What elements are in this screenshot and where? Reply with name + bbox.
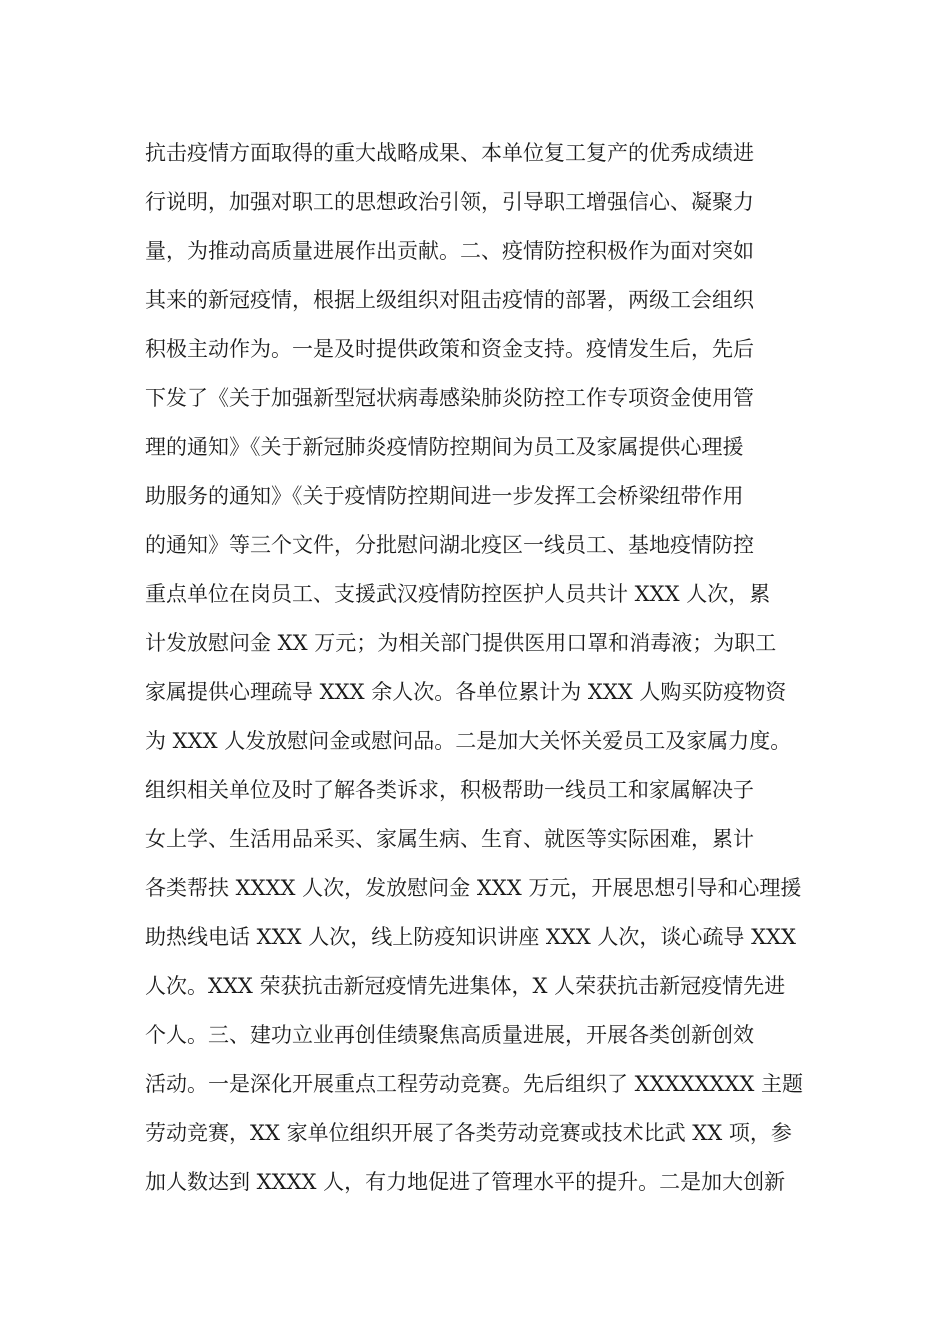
- text-line: 活动。一是深化开展重点工程劳动竞赛。先后组织了 XXXXXXXX 主题: [145, 1072, 803, 1096]
- text-line: 女上学、生活用品采买、家属生病、生育、就医等实际困难，累计: [145, 827, 754, 851]
- text-line: 组织相关单位及时了解各类诉求，积极帮助一线员工和家属解决子: [145, 778, 754, 802]
- text-line: 个人。三、建功立业再创佳绩聚焦高质量进展，开展各类创新创效: [145, 1023, 754, 1047]
- text-line: 抗击疫情方面取得的重大战略成果、本单位复工复产的优秀成绩进: [145, 141, 754, 165]
- text-line: 劳动竞赛，XX 家单位组织开展了各类劳动竞赛或技术比武 XX 项，参: [145, 1121, 792, 1145]
- text-line: 家属提供心理疏导 XXX 余人次。各单位累计为 XXX 人购买防疫物资: [145, 680, 787, 704]
- text-line: 量，为推动高质量进展作出贡献。二、疫情防控积极作为面对突如: [145, 239, 754, 263]
- text-line: 计发放慰问金 XX 万元；为相关部门提供医用口罩和消毒液；为职工: [145, 631, 777, 655]
- text-line: 助服务的通知》《关于疫情防控期间进一步发挥工会桥梁纽带作用: [145, 484, 744, 508]
- text-line: 行说明，加强对职工的思想政治引领，引导职工增强信心、凝聚力: [145, 190, 754, 214]
- body-text: [145, 129, 845, 1207]
- text-line: 各类帮扶 XXXX 人次，发放慰问金 XXX 万元，开展思想引导和心理援: [145, 876, 802, 900]
- text-line: 人次。XXX 荣获抗击新冠疫情先进集体，X 人荣获抗击新冠疫情先进: [145, 974, 786, 998]
- text-line: 的通知》等三个文件，分批慰问湖北疫区一线员工、基地疫情防控: [145, 533, 754, 557]
- text-line: 加人数达到 XXXX 人，有力地促进了管理水平的提升。二是加大创新: [145, 1170, 786, 1194]
- text-line: 理的通知》《关于新冠肺炎疫情防控期间为员工及家属提供心理援: [145, 435, 744, 459]
- text-line: 下发了《关于加强新型冠状病毒感染肺炎防控工作专项资金使用管: [145, 386, 754, 410]
- text-line: 积极主动作为。一是及时提供政策和资金支持。疫情发生后，先后: [145, 337, 754, 361]
- text-line: 其来的新冠疫情，根据上级组织对阻击疫情的部署，两级工会组织: [145, 288, 754, 312]
- text-line: 助热线电话 XXX 人次，线上防疫知识讲座 XXX 人次，谈心疏导 XXX: [145, 925, 796, 949]
- text-line: 重点单位在岗员工、支援武汉疫情防控医护人员共计 XXX 人次，累: [145, 582, 771, 606]
- text-line: 为 XXX 人发放慰问金或慰问品。二是加大关怀关爱员工及家属力度。: [145, 729, 792, 753]
